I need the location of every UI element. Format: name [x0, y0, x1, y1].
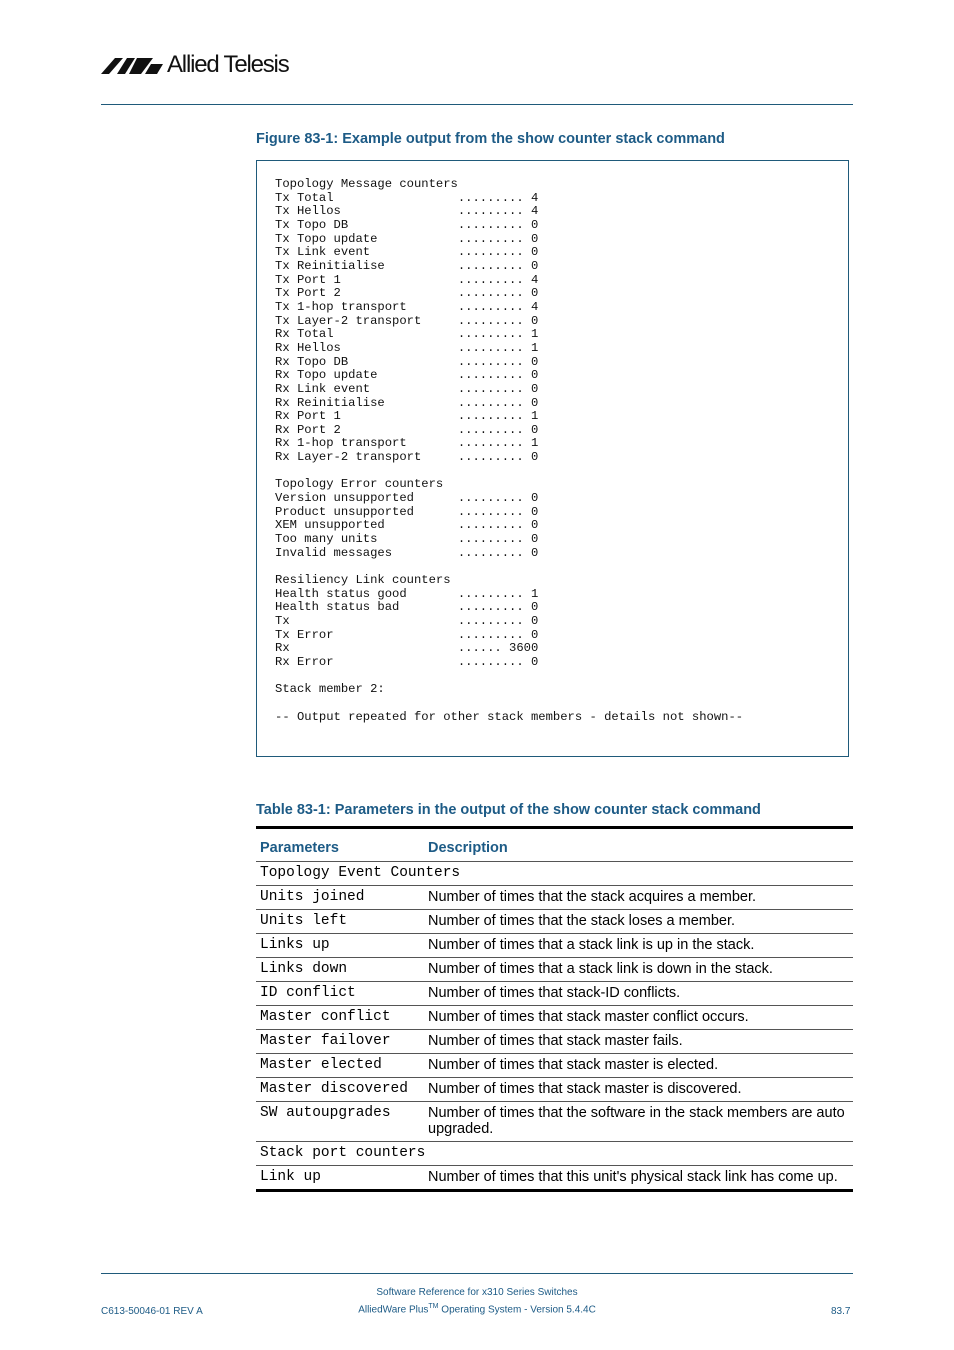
param-name: Links down	[256, 958, 424, 982]
param-description: Number of times that stack master is elected.	[424, 1054, 853, 1078]
table-row	[256, 1102, 853, 1142]
footer-os-suffix: Operating System - Version 5.4.4C	[438, 1304, 596, 1316]
header-parameters: Parameters	[256, 828, 424, 862]
table-row	[256, 982, 853, 1006]
brand-name: Allied Telesis	[167, 51, 289, 78]
param-name: Master discovered	[256, 1078, 424, 1102]
param-description: Number of times that a stack link is down in the stack.	[424, 958, 853, 982]
table-row	[256, 1166, 853, 1191]
param-name: SW autoupgrades	[256, 1102, 424, 1142]
param-description: Number of times that a stack link is up in the stack.	[424, 934, 853, 958]
table-caption: Table 83-1: Parameters in the output of the show counter stack command	[256, 802, 761, 818]
param-name: Master conflict	[256, 1006, 424, 1030]
allied-telesis-logo-icon	[101, 54, 163, 76]
param-description: Number of times that the stack acquires a member.	[424, 886, 853, 910]
footer-title: Software Reference for x310 Series Switches	[376, 1287, 578, 1298]
table-row	[256, 934, 853, 958]
figure-caption: Figure 83-1: Example output from the show counter stack command	[256, 131, 725, 147]
allied-telesis-logo	[101, 50, 289, 80]
footer-os-prefix: AlliedWare Plus	[358, 1304, 429, 1316]
parameters-table	[256, 826, 853, 1192]
param-description: Number of times that stack master fails.	[424, 1030, 853, 1054]
param-name: Units joined	[256, 886, 424, 910]
param-name: Master elected	[256, 1054, 424, 1078]
trademark-sup: TM	[428, 1303, 439, 1310]
header-description: Description	[424, 828, 853, 862]
table-row	[256, 958, 853, 982]
group-label: Stack port counters	[256, 1142, 853, 1166]
param-name: Links up	[256, 934, 424, 958]
command-output-box	[256, 160, 849, 757]
table-row	[256, 886, 853, 910]
table-row	[256, 1078, 853, 1102]
table-row	[256, 1006, 853, 1030]
table-row	[256, 910, 853, 934]
table-group-row	[256, 1142, 853, 1166]
param-name: Master failover	[256, 1030, 424, 1054]
param-description: Number of times that this unit's physical stack link has come up.	[428, 1169, 838, 1185]
param-description: Number of times that the stack loses a member.	[424, 910, 853, 934]
table-group-row	[256, 862, 853, 886]
param-description: Number of times that stack-ID conflicts.	[424, 982, 853, 1006]
param-description: Number of times that stack master conflict occurs.	[424, 1006, 853, 1030]
footer-rule	[101, 1273, 853, 1274]
param-name: Units left	[256, 910, 424, 934]
group-label: Topology Event Counters	[256, 862, 853, 886]
param-name: Link up	[260, 1169, 321, 1185]
command-output: Topology Message counters Tx Total ......... 4 Tx Hellos ......... 4 Tx Topo DB ......... 0 Tx Topo update ......... 0 Tx Link event ......... 0 Tx Reinitialise ......... 0 Tx Port 1 ......... 4 Tx Port 2 ......... 0 Tx 1-hop transport ......... 4 Tx Layer-2 transport ......... 0 Rx Total ......... 1 Rx Hellos ......... 1 Rx Topo DB ......... 0 Rx Topo update ......... 0 Rx Link event ......... 0 Rx Reinitialise ......... 0 Rx Port 1 ......... 1 Rx Port 2 ......... 0 Rx 1-hop transport ......... 1 Rx Layer-2 transport ......... 0 Topology Error counters Version unsupported ......... 0 Product unsupported ......... 0 XEM unsupported ......... 0 Too many units ......... 0 Invalid messages ......... 0 Resiliency Link counters Health status good ......... 1 Health status bad ......... 0 Tx ......... 0 Tx Error ......... 0 Rx ...... 3600 Rx Error ......... 0 Stack member 2: -- Output repeated for other stack members - details not shown--	[275, 177, 744, 724]
param-description: Number of times that the software in the stack members are auto upgraded.	[424, 1102, 853, 1142]
footer-doc-id: C613-50046-01 REV A	[101, 1306, 203, 1317]
table-row	[256, 1054, 853, 1078]
table-header-row	[256, 828, 853, 862]
param-description: Number of times that stack master is discovered.	[424, 1078, 853, 1102]
table-row	[256, 1030, 853, 1054]
footer-page-number: 83.7	[831, 1306, 851, 1317]
param-name: ID conflict	[256, 982, 424, 1006]
header-rule	[101, 104, 853, 105]
